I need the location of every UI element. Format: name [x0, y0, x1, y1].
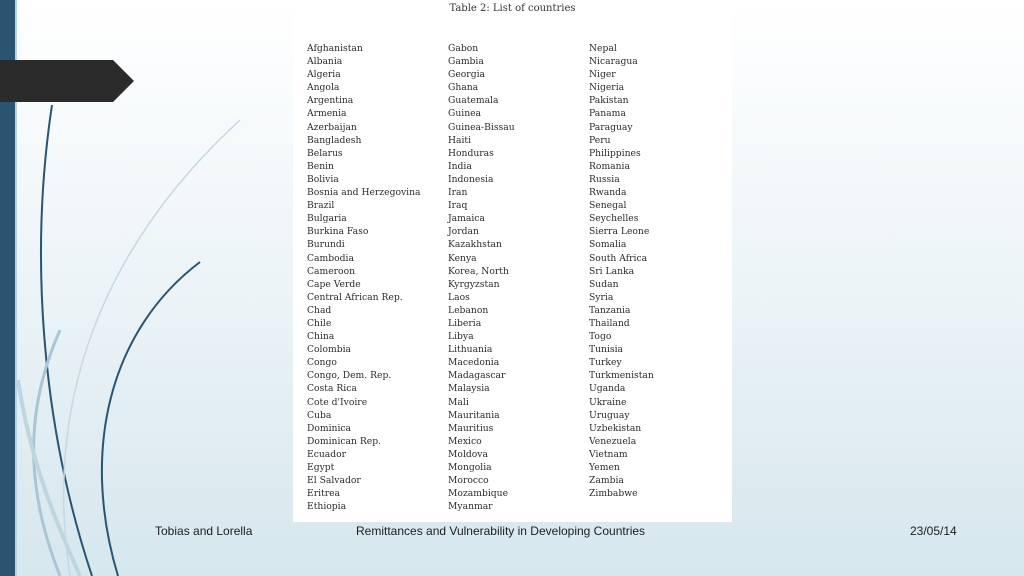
country-cell: Bolivia: [307, 173, 339, 185]
country-cell: Cote d'Ivoire: [307, 396, 368, 408]
country-cell: Gabon: [448, 43, 479, 54]
country-cell: Syria: [589, 291, 614, 303]
country-cell: Paraguay: [589, 121, 633, 133]
country-cell: Albania: [307, 56, 343, 68]
country-cell: Mauritius: [448, 422, 494, 434]
country-cell: Cuba: [307, 409, 332, 421]
country-cell: Azerbaijan: [307, 121, 357, 133]
country-cell: Algeria: [307, 69, 341, 81]
country-cell: Peru: [589, 134, 611, 146]
country-cell: Cambodia: [307, 252, 354, 264]
country-cell: Gambia: [448, 56, 484, 68]
country-cell: Panama: [589, 108, 626, 120]
country-cell: Madagascar: [448, 370, 506, 382]
country-cell: Togo: [589, 331, 612, 343]
country-cell: Nepal: [589, 43, 617, 54]
country-cell: Georgia: [448, 69, 485, 81]
country-cell: Belarus: [307, 147, 343, 159]
country-cell: Ukraine: [589, 396, 627, 408]
country-cell: Cameroon: [307, 265, 356, 277]
country-cell: Indonesia: [448, 173, 494, 185]
country-cell: Niger: [589, 69, 616, 81]
country-cell: Moldova: [448, 448, 488, 460]
country-cell: Burundi: [307, 239, 345, 251]
country-cell: Colombia: [307, 344, 352, 356]
table-caption: Table 2: List of countries: [449, 3, 576, 14]
country-cell: China: [307, 331, 335, 343]
country-cell: Burkina Faso: [307, 226, 369, 238]
country-column-3: [589, 42, 654, 500]
country-cell: Honduras: [448, 147, 494, 159]
country-cell: Laos: [448, 291, 470, 303]
country-table-panel: [293, 0, 732, 522]
country-cell: Morocco: [448, 475, 489, 487]
country-cell: Liberia: [448, 317, 482, 329]
country-cell: Ghana: [448, 82, 479, 94]
country-cell: Malaysia: [448, 383, 490, 395]
country-cell: Lithuania: [448, 344, 493, 356]
country-cell: Brazil: [307, 200, 335, 212]
country-cell: Congo, Dem. Rep.: [307, 370, 392, 382]
country-cell: Senegal: [589, 200, 627, 212]
country-cell: Nigeria: [589, 82, 625, 94]
country-cell: Uruguay: [589, 409, 630, 421]
country-cell: Mexico: [448, 435, 482, 447]
country-cell: Libya: [448, 331, 474, 343]
country-cell: Russia: [589, 173, 620, 185]
country-cell: Chad: [307, 304, 332, 316]
country-cell: Philippines: [589, 147, 641, 159]
country-cell: Venezuela: [589, 435, 637, 447]
footer-date: 23/05/14: [910, 524, 957, 538]
country-cell: Egypt: [307, 462, 335, 473]
country-cell: Yemen: [589, 462, 620, 473]
country-cell: South Africa: [589, 252, 648, 264]
country-cell: Benin: [307, 160, 334, 172]
country-cell: Korea, North: [448, 265, 509, 277]
country-cell: El Salvador: [307, 475, 361, 487]
country-cell: Cape Verde: [307, 278, 361, 290]
country-cell: Mali: [448, 396, 469, 408]
country-cell: Myanmar: [448, 501, 493, 513]
country-cell: Uzbekistan: [589, 422, 642, 434]
country-cell: Costa Rica: [307, 383, 357, 395]
country-cell: Pakistan: [589, 95, 629, 107]
footer-title: Remittances and Vulnerability in Developing Countries: [356, 524, 646, 538]
country-cell: Sierra Leone: [589, 226, 650, 238]
country-cell: Kenya: [448, 252, 477, 264]
country-cell: Bulgaria: [307, 213, 347, 225]
country-cell: Tanzania: [589, 304, 631, 316]
country-cell: Dominican Rep.: [307, 435, 382, 447]
country-cell: Zimbabwe: [589, 488, 638, 500]
country-cell: Kazakhstan: [448, 239, 502, 251]
country-cell: Afghanistan: [307, 43, 363, 54]
country-cell: Turkey: [589, 357, 622, 369]
country-cell: India: [448, 160, 472, 172]
country-cell: Ecuador: [307, 448, 347, 460]
country-cell: Ethiopia: [307, 501, 347, 513]
country-cell: Kyrgyzstan: [448, 278, 500, 290]
country-cell: Mauritania: [448, 409, 500, 421]
country-cell: Seychelles: [589, 213, 639, 225]
country-cell: Jordan: [448, 226, 479, 238]
country-cell: Bangladesh: [307, 134, 362, 146]
country-cell: Guatemala: [448, 95, 499, 107]
country-cell: Romania: [589, 160, 630, 172]
country-cell: Armenia: [307, 108, 347, 120]
country-column-1: [307, 42, 421, 513]
arrow-tab: [0, 60, 134, 102]
country-cell: Chile: [307, 317, 332, 329]
country-cell: Tunisia: [589, 344, 624, 356]
country-cell: Iraq: [448, 200, 468, 212]
country-cell: Rwanda: [589, 187, 627, 199]
country-cell: Nicaragua: [589, 56, 638, 68]
country-cell: Eritrea: [307, 488, 341, 500]
country-cell: Congo: [307, 357, 337, 369]
country-column-2: [448, 42, 515, 513]
country-cell: Vietnam: [589, 448, 628, 460]
country-cell: Zambia: [589, 475, 624, 487]
country-cell: Mongolia: [448, 462, 492, 473]
country-cell: Guinea-Bissau: [448, 121, 515, 133]
country-cell: Central African Rep.: [307, 291, 403, 303]
country-cell: Sri Lanka: [589, 265, 635, 277]
country-cell: Lebanon: [448, 304, 489, 316]
country-cell: Sudan: [589, 278, 619, 290]
country-cell: Macedonia: [448, 357, 500, 369]
country-cell: Dominica: [307, 422, 352, 434]
country-cell: Haiti: [448, 134, 472, 146]
country-cell: Guinea: [448, 108, 482, 120]
country-cell: Somalia: [589, 239, 627, 251]
country-cell: Mozambique: [448, 488, 509, 500]
country-cell: Angola: [307, 82, 340, 94]
country-cell: Bosnia and Herzegovina: [307, 187, 421, 199]
country-cell: Iran: [448, 187, 468, 199]
country-cell: Argentina: [307, 95, 354, 107]
country-cell: Turkmenistan: [589, 370, 654, 382]
country-cell: Thailand: [589, 317, 630, 329]
country-cell: Uganda: [589, 383, 626, 395]
country-cell: Jamaica: [448, 213, 485, 225]
footer-authors: Tobias and Lorella: [155, 524, 253, 538]
